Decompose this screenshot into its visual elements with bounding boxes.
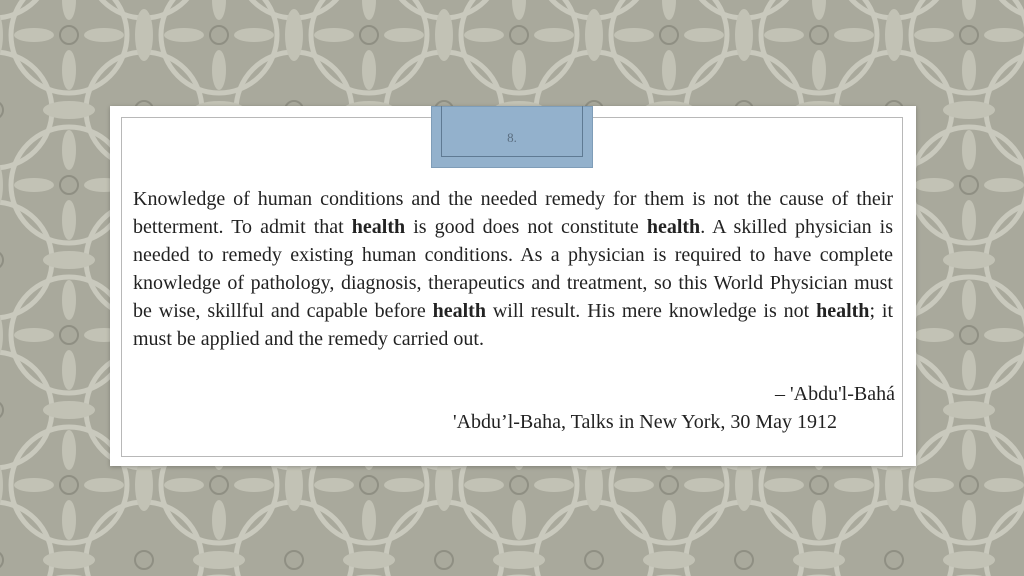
slide-number-tab [431,106,593,168]
slide-number-tab-frame [441,106,583,157]
quote-segment: ; it must be applied and the remedy carried out. [133,300,894,350]
quote-source: 'Abdu’l-Baha, Talks in New York, 30 May 1912 [453,411,838,433]
quote-segment: Knowledge of human conditions and the needed remedy for them is not the cause of their betterment. To admit that [133,188,893,238]
quote-text [133,185,893,353]
quote-bold-health: health [351,216,406,238]
quote-bold-health: health [816,300,870,322]
quote-bold-health: health [646,216,701,238]
quote-segment: will result. His mere knowledge is not [485,300,817,322]
quote-segment: is good does not constitute [405,216,647,238]
slide-number: 8. [507,130,517,145]
quote-author: – 'Abdu'l-Bahá [775,383,895,405]
quote-card [110,106,916,466]
quote-bold-health: health [432,300,486,322]
quote-segment: . A skilled physician is needed to remedy existing human conditions. As a physician is required to have complete knowledge of pathology, diagnosis, therapeutics and treatment, so this World Physician must be wise, skillful and capable before [133,216,894,322]
